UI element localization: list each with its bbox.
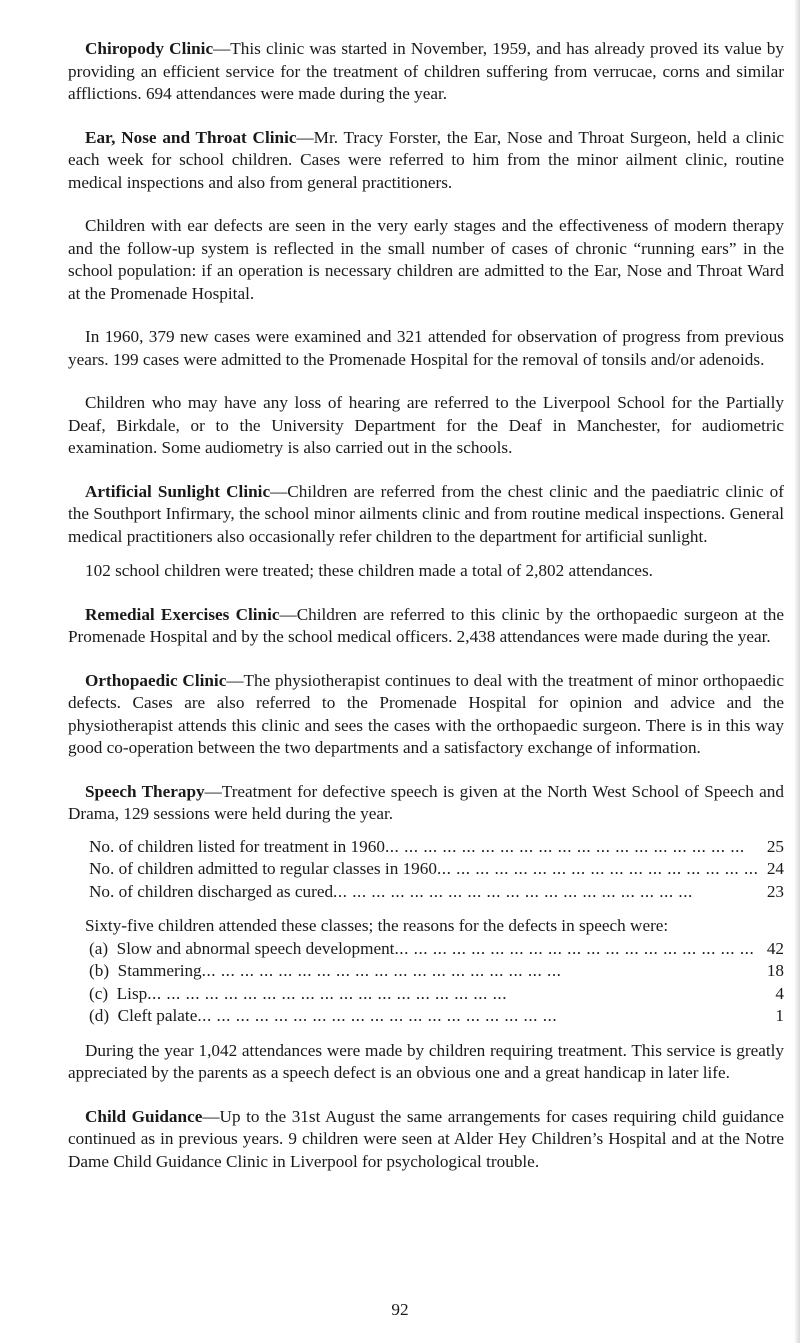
reason-label: (a) Slow and abnormal speech development (89, 938, 395, 958)
reason-value: 4 (775, 983, 784, 1003)
orthopaedic-text: —The physiotherapist continues to deal with the treatment of minor orthopaedic defects. Cases are also referred to the Promenade Hospital for opinion and advice and the physiotherapist attends this clinic and sees the cases with the orthopaedic surgeon. There is in this way good co-operation between the two departments and a satisfactory exchange of information. (68, 670, 784, 757)
orthopaedic-paragraph (68, 670, 784, 760)
list-item (89, 881, 784, 904)
list-item (89, 836, 784, 859)
count-value: 23 (766, 881, 784, 901)
sunlight-text: —Children are referred from the chest clinic and the paediatric clinic of the Southport Infirmary, the school minor ailments clinic and from routine medical inspections. General medical practitioners also occasionally refer children to the department for artificial sunlight. (68, 481, 784, 546)
count-label: No. of children admitted to regular classes in 1960 (89, 859, 437, 878)
remedial-heading: Remedial Exercises Clinic (85, 604, 280, 624)
orthopaedic-heading: Orthopaedic Clinic (85, 670, 227, 690)
list-item (89, 960, 784, 983)
sunlight-paragraph (68, 481, 784, 549)
speech-reasons-list (89, 938, 784, 1028)
guidance-paragraph (68, 1106, 784, 1174)
count-value: 24 (766, 859, 784, 878)
count-label: No. of children discharged as cured (89, 881, 334, 901)
count-value: 25 (766, 836, 784, 856)
speech-counts-list (89, 836, 784, 904)
speech-attendances-paragraph: During the year 1,042 attendances were made by children requiring treatment. This service is greatly appreciated by the parents as a speech defect is an obvious one and a great handicap in later life. (68, 1040, 784, 1082)
sunlight-totals-paragraph: 102 school children were treated; these children made a total of 2,802 attendances. (85, 561, 653, 580)
ent-1960-paragraph: In 1960, 379 new cases were examined and 321 attended for observation of progress from previous years. 199 cases were admitted to the Promenade Hospital for the removal of tonsils and/or adenoids. (68, 327, 784, 369)
guidance-heading: Child Guidance (85, 1106, 203, 1126)
reason-label: (d) Cleft palate (89, 1006, 198, 1025)
sunlight-heading: Artificial Sunlight Clinic (85, 481, 271, 501)
ent-text: —Mr. Tracy Forster, the Ear, Nose and Throat Surgeon, held a clinic each week for school children. Cases were referred to him from the minor ailment clinic, routine medical inspections and also from general practitioners. (68, 127, 784, 192)
page-edge-shadow (794, 0, 800, 1343)
list-item (89, 858, 784, 881)
chiropody-text: —This clinic was started in November, 1959, and has already proved its value by providing an efficient service for the treatment of children suffering from verrucae, corns and similar afflictions. 694 attendances were made during the year. (68, 39, 784, 103)
chiropody-paragraph (68, 38, 784, 106)
speech-reasons-intro: Sixty-five children attended these classes; the reasons for the defects in speech were: (85, 916, 669, 935)
list-item (89, 938, 784, 961)
speech-text: —Treatment for defective speech is given at the North West School of Speech and Drama, 129 sessions were held during the year. (68, 781, 784, 823)
hearing-paragraph: Children who may have any loss of hearing are referred to the Liverpool School for the Partially Deaf, Birkdale, or to the University Department for the Deaf in Manchester, for audiometric examination. Some audiometry is also carried out in the schools. (68, 393, 784, 457)
guidance-text: —Up to the 31st August the same arrangements for cases requiring child guidance continued as in previous years. 9 children were seen at Alder Hey Children’s Hospital and at the Notre Dame Child Guidance Clinic in Liverpool for psychological trouble. (68, 1106, 784, 1171)
chiropody-heading: Chiropody Clinic (85, 39, 214, 58)
count-label: No. of children listed for treatment in 1960 (89, 836, 385, 856)
reason-label: (b) Stammering (89, 961, 202, 980)
speech-heading: Speech Therapy (85, 781, 205, 801)
ent-defects-paragraph: Children with ear defects are seen in the very early stages and the effectiveness of modern therapy and the follow-up system is reflected in the small number of cases of chronic “running ears” in the school population: if an operation is necessary children are admitted to the Ear, Nose and Throat Ward at the Promenade Hospital. (68, 216, 784, 303)
reason-label: (c) Lisp (89, 983, 148, 1003)
ent-paragraph (68, 127, 784, 195)
remedial-text: —Children are referred to this clinic by the orthopaedic surgeon at the Promenade Hospital and by the school medical officers. 2,438 attendances were made during the year. (68, 604, 785, 646)
ent-heading: Ear, Nose and Throat Clinic (85, 127, 297, 147)
document-page (68, 38, 784, 1173)
remedial-paragraph (68, 604, 784, 649)
list-item (89, 983, 784, 1006)
speech-paragraph (68, 781, 784, 826)
list-item (89, 1005, 784, 1028)
reason-value: 1 (775, 1006, 784, 1025)
reason-value: 42 (766, 938, 784, 958)
page-number: 92 (391, 1300, 409, 1319)
reason-value: 18 (766, 961, 784, 980)
